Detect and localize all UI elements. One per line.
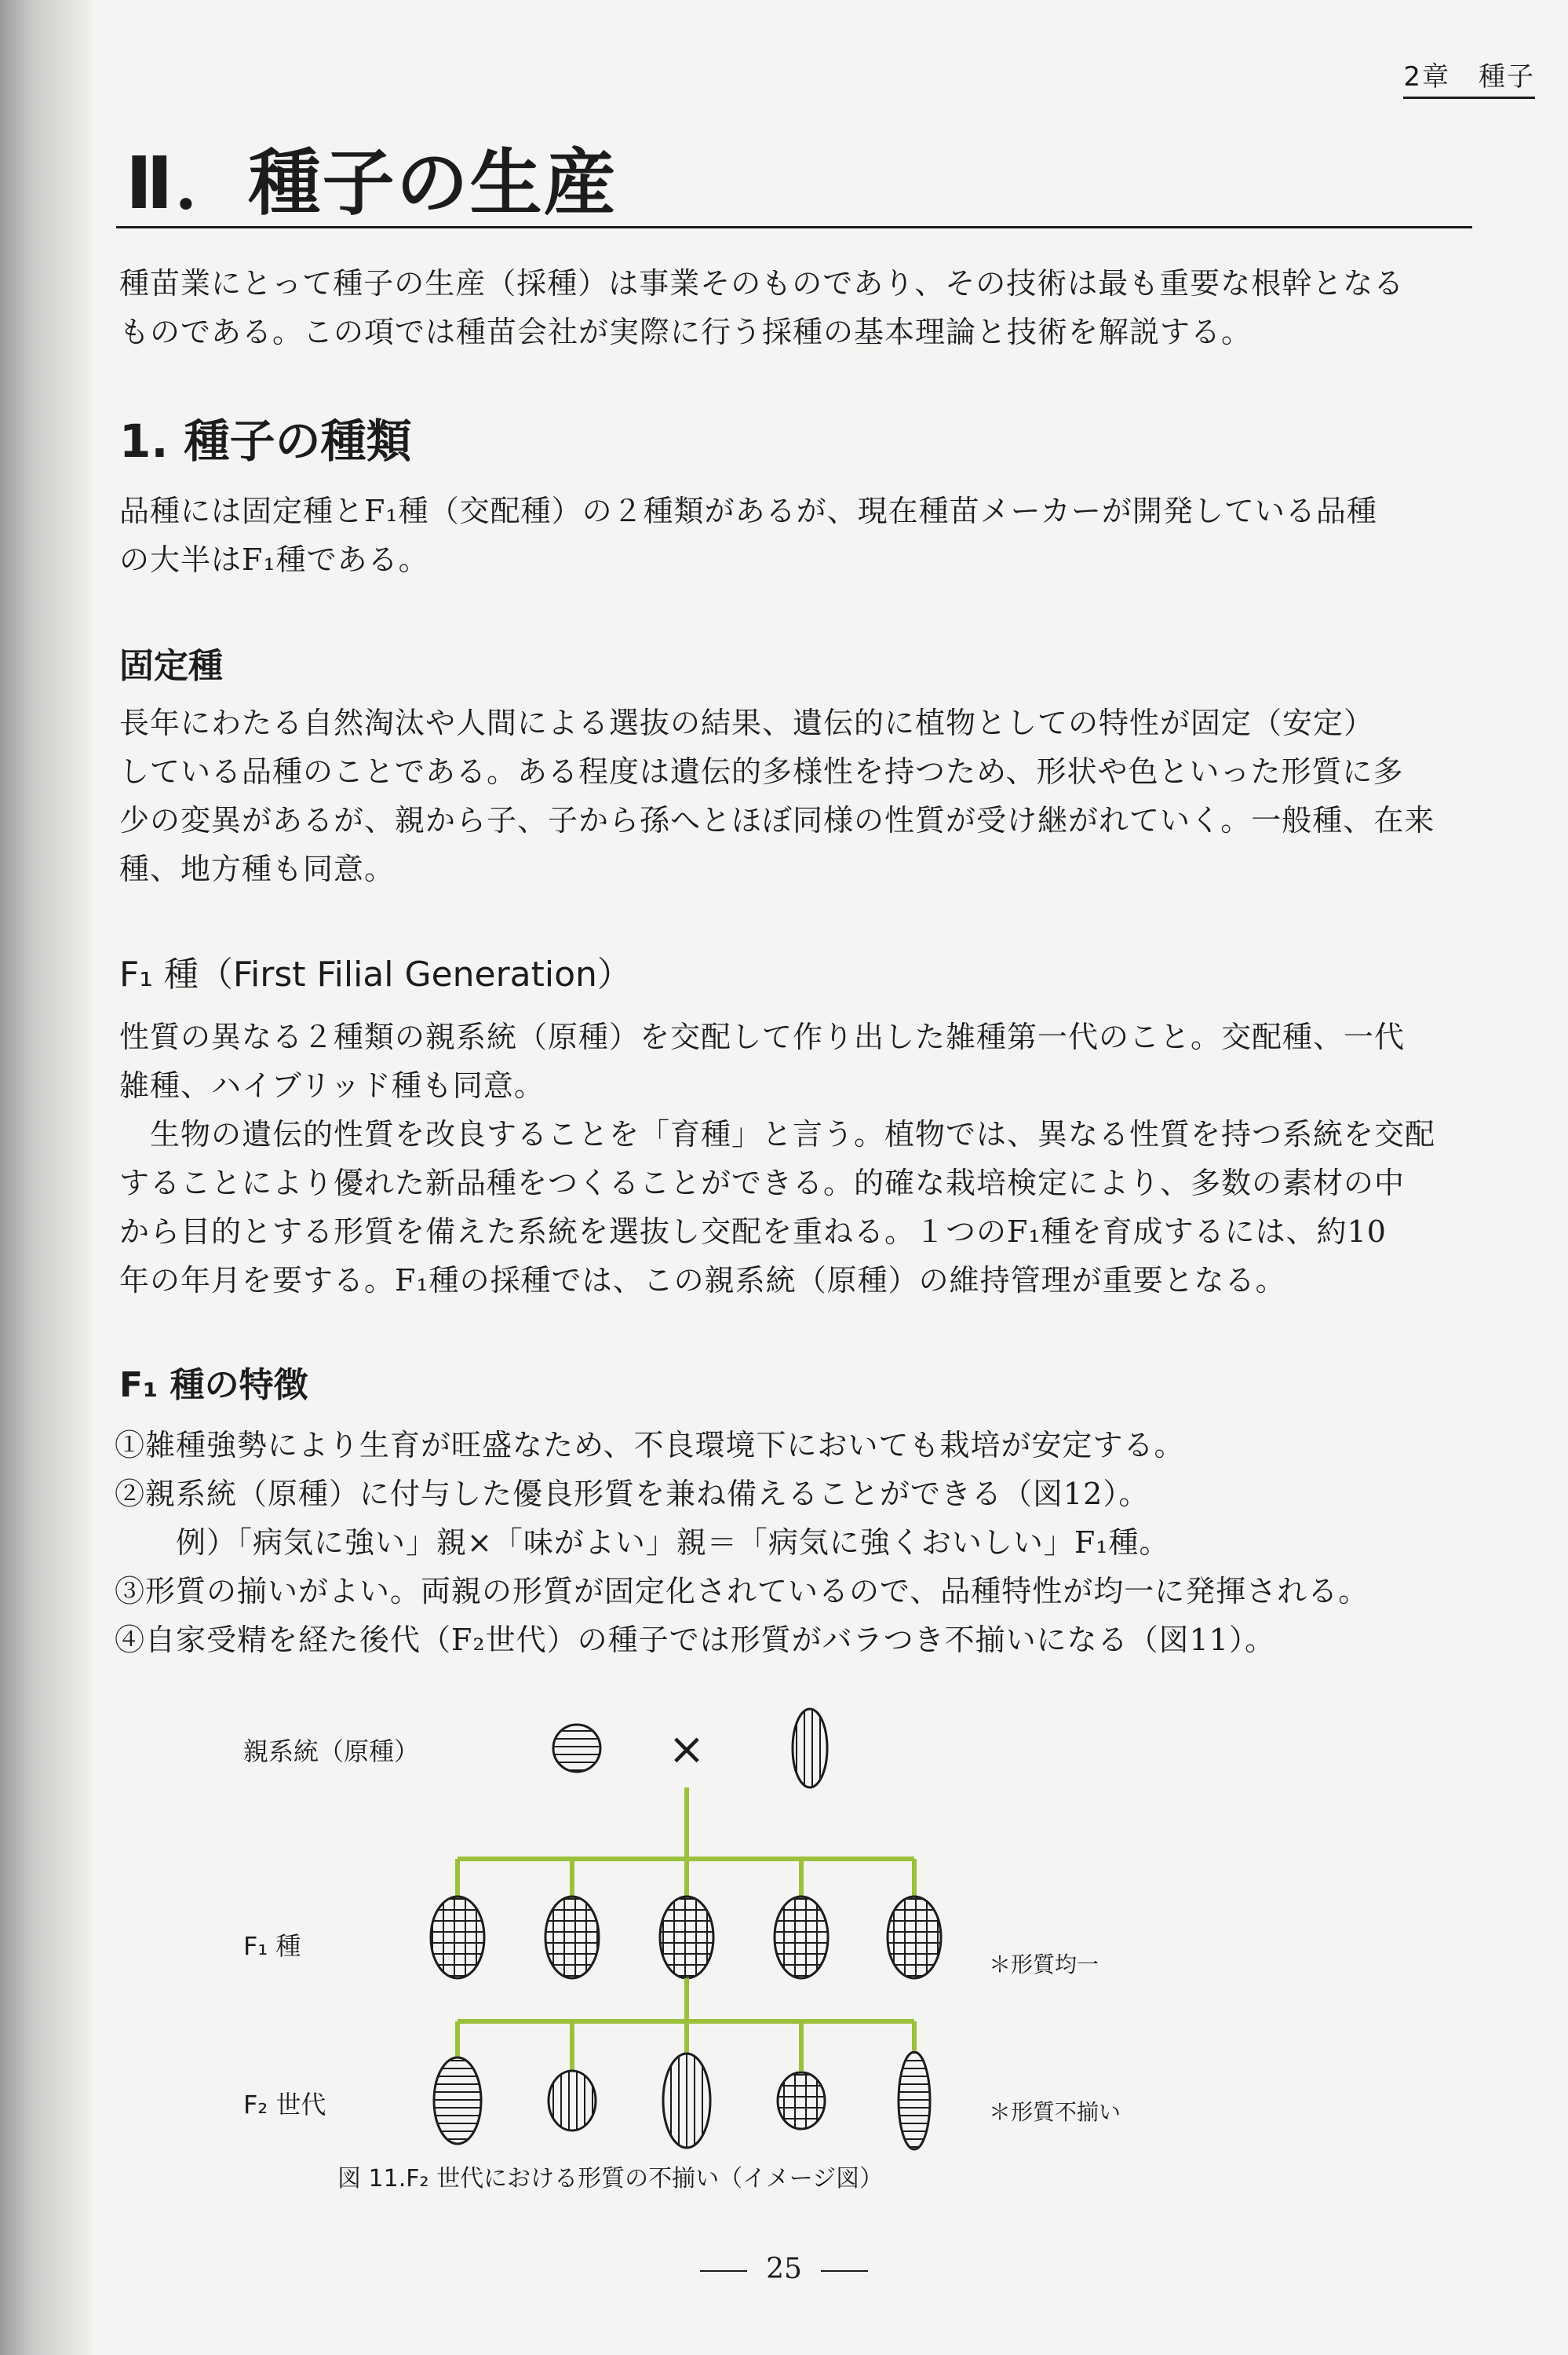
title-underline [116,226,1472,228]
heading-f1-variety: F₁ 種（First Filial Generation） [119,955,632,995]
parent-horizontal-icon [553,1725,600,1772]
f1-variety-paragraph: 性質の異なる２種類の親系統（原種）を交配して作り出した雑種第一代のこと。交配種、一代 雑種、ハイブリッド種も同意。 生物の遺伝的性質を改良することを「育種」と言う。植物では、異なる性質を持つ系統を交配 することにより優れた新品種をつくることができる。的確な栽培検定により、多数の素材の中 から目的とする形質を備えた系統を選抜し交配を重ねる。１つのF₁種を育成するには、約10 年の年月を要する。F₁種の採種では、この親系統（原種）の維持管理が重要となる。 [119,1020,1436,1298]
heading-f1-features: F₁ 種の特徴 [119,1365,308,1405]
f1-individual-icon [660,1897,713,1978]
f1-individual-icon [775,1897,828,1978]
f2-individual-icon [778,2072,825,2129]
parent-vertical-icon [793,1709,827,1787]
note-f1-uniform: ＊形質均一 [989,1952,1099,1977]
f2-segregation-diagram [196,1696,1216,2151]
page-gutter-shadow [0,0,94,2355]
f1-individual-icon [888,1897,941,1978]
cross-symbol: × [668,1724,706,1775]
f2-individual-icon [899,2052,930,2149]
figure-caption: 図 11.F₂ 世代における形質の不揃い（イメージ図） [337,2165,884,2193]
f1-individual-icon [545,1897,599,1978]
feature-item: ④自家受精を経た後代（F₂世代）の種子では形質がバラつき不揃いになる（図11）。 [115,1623,1275,1657]
heading-fixed-variety: 固定種 [119,646,223,686]
f2-individual-icon [549,2071,596,2130]
f2-individual-icon [663,2054,710,2148]
page-number-dash [700,2270,747,2272]
feature-item: ③形質の揃いがよい。両親の形質が固定化されているので、品種特性が均一に発揮される。 [115,1574,1369,1608]
seed-types-paragraph: 品種には固定種とF₁種（交配種）の２種類があるが、現在種苗メーカーが開発している品種 の大半はF₁種である。 [119,494,1377,577]
page-number [0,2253,1568,2285]
page-number-value: 25 [766,2253,802,2285]
page-title: Ⅱ．種子の生産 [126,141,618,225]
feature-item: 例）「病気に強い」親×「味がよい」親＝「病気に強くおいしい」F₁種。 [115,1525,1170,1560]
features-list [115,1421,1480,1664]
f1-connector-lines [458,1787,914,1898]
f2-individual-icon [434,2057,481,2144]
note-f2-uneven: ＊形質不揃い [989,2099,1121,2125]
fixed-variety-paragraph: 長年にわたる自然淘汰や人間による選抜の結果、遺伝的に植物としての特性が固定（安定） している品種のことである。ある程度は遺伝的多様性を持つため、形状や色といった形質に多 少の変異があるが、親から子、子から孫へとほぼ同様の性質が受け継がれていく。一般種、在来 種、地方種も同意。 [119,706,1435,886]
label-parent-lines: 親系統（原種） [243,1736,420,1766]
chapter-header: 2章 種子 [1403,55,1535,99]
section-heading-seed-types: 1. 種子の種類 [119,414,412,468]
feature-item: ②親系統（原種）に付与した優良形質を兼ね備えることができる（図12）。 [115,1477,1150,1511]
label-f2: F₂ 世代 [243,2090,326,2120]
label-f1: F₁ 種 [243,1931,301,1961]
f1-individual-icon [431,1897,484,1978]
page-number-dash [821,2270,868,2272]
feature-item: ①雑種強勢により生育が旺盛なため、不良環境下においても栽培が安定する。 [115,1428,1185,1462]
intro-paragraph: 種苗業にとって種子の生産（採種）は事業そのものであり、その技術は最も重要な根幹となる ものである。この項では種苗会社が実際に行う採種の基本理論と技術を解説する。 [119,266,1405,349]
